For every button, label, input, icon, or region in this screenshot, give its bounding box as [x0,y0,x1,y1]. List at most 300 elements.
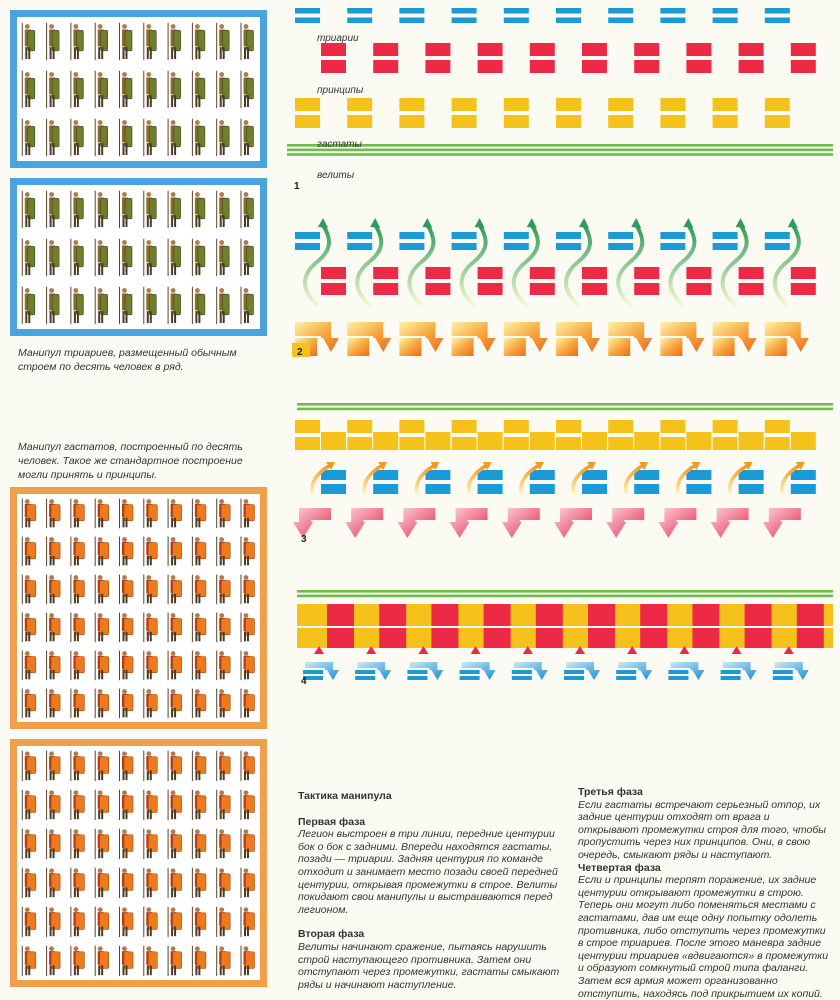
soldier-figure [71,946,85,976]
principes-centuria [373,60,398,73]
triarii-centuria [425,484,450,494]
hastati-centuria [530,432,555,450]
hastati-centuria [713,420,738,433]
triarii-centuria [556,8,581,14]
triarii-centuria [765,8,790,14]
soldier-figure [241,907,255,937]
soldier-figure [168,287,181,324]
soldier-figure [47,751,61,781]
triarii-centuria [564,670,584,674]
hastati-centuria [399,115,424,128]
hastati-centuria [608,115,633,128]
triarii-centuria [373,484,398,494]
principes-centuria [791,283,816,295]
hastati-centuria [791,432,816,450]
principes-centuria [634,43,659,56]
principes-advance-arrow [345,508,383,538]
soldier-figure [95,689,109,719]
soldier-figure [192,499,206,529]
hastati-centuria [399,420,424,433]
triarii-centuria [478,470,503,480]
hastati-centuria [686,432,711,450]
phase3-diagram [293,403,833,538]
principes-centuria [582,267,607,279]
principes-centuria [321,60,346,73]
soldier-figure [192,71,205,108]
triarii-centuria [608,243,633,250]
principes-centuria [478,283,503,295]
hastati-centuria [452,98,477,111]
triarii-centuria [399,18,424,24]
soldier-figure [168,907,182,937]
soldier-figure [71,790,85,820]
soldier-figure [47,119,60,156]
soldier-figure [217,119,230,156]
soldier-figure [144,575,158,605]
phase3-body: Если гастаты встречают серьезный отпор, их задние центурии отходят от врага и открывают промежутки строя для того, чтобы пропустить через них принципов. Они, в свою очередь, смыкают ряды и наступают. [578,798,827,861]
soldier-figure [168,868,182,898]
principes-centuria [321,283,346,295]
hastati-centuria [347,437,372,450]
principes-centuria [321,43,346,56]
principes-centuria [530,267,555,279]
soldier-figure [144,751,158,781]
soldier-figure [22,119,35,156]
soldier-figure [95,23,108,60]
principes-centuria [582,60,607,73]
hastati-centuria [713,115,738,128]
principes-centuria [530,60,555,73]
principes-centuria [686,283,711,295]
soldier-figure [168,71,181,108]
soldier-figure [71,575,85,605]
hastati-centuria [660,420,685,433]
triarii-centuria [608,232,633,239]
soldier-figure [95,575,109,605]
principes-centuria [478,267,503,279]
phase-number-2: 2 [297,347,303,358]
triarii-centuria [460,670,480,674]
triarii-centuria [634,484,659,494]
principes-centuria [373,43,398,56]
soldier-figure [22,191,35,228]
soldier-figure [22,71,35,108]
soldier-figure [71,119,84,156]
principes-centuria [425,60,450,73]
soldier-figure [119,71,131,108]
phase3-heading: Третья фаза [578,786,643,798]
phase1-body: Легион выстроен в три линии, передние центурии бок о бок с задними. Впереди находятся гастаты, позади — триарии. Задняя центурия по команде отходит и занимает место позади своей передней центурии, открывая промежутки в строе. Велиты покидают свои манипулы и выстраиваются перед легионом. [298,828,558,916]
triarii-centuria [407,676,427,680]
soldier-figure [217,575,231,605]
soldier-figure [144,287,157,324]
triarii-centuria [773,670,793,674]
soldier-figure [95,613,109,643]
principes-centuria [640,604,667,626]
principes-centuria [321,267,346,279]
triarii-centuria [582,484,607,494]
triarii-centuria [373,470,398,480]
soldier-figure [119,868,132,898]
soldier-figure [119,751,132,781]
velites-arrow-head [683,218,693,228]
principes-centuria [425,267,450,279]
principes-centuria [797,628,824,648]
soldier-figure [241,287,254,324]
triarii-centuria [347,243,372,250]
soldier-figure [119,689,132,719]
triarii-centuria [452,232,477,239]
principes-centuria [431,604,458,626]
soldier-figure [217,868,231,898]
hastati-block [765,338,787,356]
soldier-figure [95,829,109,859]
principes-centuria [425,283,450,295]
soldier-figure [71,689,85,719]
triarii-centuria [564,676,584,680]
triarii-centuria [686,470,711,480]
soldier-figure [217,613,231,643]
soldier-figure [47,868,61,898]
principes-centuria [739,60,764,73]
phase2-diagram [295,218,816,356]
triarii-centuria [460,676,480,680]
soldier-figure [71,829,85,859]
hastati-centuria [452,437,477,450]
hastati-centuria [765,98,790,111]
triarii-centuria [739,470,764,480]
principes-advance-arrow [450,508,488,538]
soldier-figure [241,651,255,681]
velites-line [287,149,833,152]
triarii-centuria [556,232,581,239]
soldier-figure [192,537,206,567]
soldier-figure [217,71,230,108]
soldier-figure [71,71,84,108]
soldier-figure [192,287,205,324]
hastati-centuria [739,432,764,450]
hastati-centuria [504,420,529,433]
soldier-figure [47,907,61,937]
principes-centuria [327,628,354,648]
soldier-figure [217,689,231,719]
soldier-figure [119,790,132,820]
triarii-centuria [452,243,477,250]
hastati-centuria [295,437,320,450]
triarii-centuria [512,670,532,674]
principes-centuria [634,283,659,295]
triarii-centuria [721,676,741,680]
soldier-figure [192,689,206,719]
hastati-centuria [556,98,581,111]
soldier-figure [168,790,182,820]
hastati-caption: Манипул гастатов, построенный по десять человек. Такое же стандартное построение могли принять и принципы. [18,441,243,481]
triarii-maniple-rear-frame [10,178,267,336]
hastati-block [608,338,630,356]
triarii-centuria [634,470,659,480]
soldier-figure [192,239,205,276]
triarii-centuria [616,670,636,674]
soldier-figure [71,907,85,937]
soldier-figure [119,23,131,60]
soldier-figure [168,239,181,276]
soldier-figure [241,119,254,156]
soldier-figure [119,499,132,529]
principes-centuria [425,43,450,56]
triarii-centuria [504,243,529,250]
hastati-block [556,338,578,356]
principes-centuria [373,267,398,279]
soldier-figure [119,613,132,643]
triarii-centuria [504,8,529,14]
triarii-centuria [773,676,793,680]
soldier-figure [47,575,61,605]
soldier-figure [217,829,231,859]
hastati-centuria [556,437,581,450]
soldier-figure [144,71,157,108]
triarii-centuria [791,470,816,480]
triarii-centuria [660,243,685,250]
soldier-figure [47,829,61,859]
phase1-diagram [287,8,833,156]
hastati-centuria [373,432,398,450]
principes-centuria [484,604,511,626]
hastati-centuria [608,437,633,450]
triarii-centuria [739,484,764,494]
soldier-figure [217,239,230,276]
triarii-centuria [295,243,320,250]
principes-centuria [373,283,398,295]
tactics-text-right [578,786,832,1000]
soldier-figure [241,239,254,276]
hastati-block [713,338,735,356]
triarii-soldiers-rear [17,185,260,329]
soldier-figure [241,868,255,898]
triarii-centuria [303,670,323,674]
soldier-figure [47,23,60,60]
soldier-figure [241,751,255,781]
soldier-figure [192,907,206,937]
soldier-figure [168,499,182,529]
soldier-figure [144,239,157,276]
soldier-figure [47,191,60,228]
soldier-figure [168,23,181,60]
velites-line [287,153,833,156]
principes-centuria [379,604,406,626]
velites-arrow-head [788,218,798,228]
soldier-figure [241,575,255,605]
soldier-figure [119,907,132,937]
soldier-figure [217,651,231,681]
triarii-centuria [713,232,738,239]
soldier-figure [47,71,60,108]
triarii-centuria [668,676,688,680]
soldier-figure [22,829,36,859]
principes-centuria [791,267,816,279]
hastati-centuria [765,115,790,128]
soldier-figure [144,613,158,643]
hastati-centuria [347,115,372,128]
soldier-figure [168,613,182,643]
triarii-centuria [355,676,375,680]
tactics-text-left [298,790,560,991]
hastati-centuria [452,115,477,128]
soldier-figure [119,651,132,681]
principes-centuria [588,604,615,626]
hastati-centuria [504,115,529,128]
soldier-figure [168,829,182,859]
hastati-centuria [295,115,320,128]
soldier-figure [144,651,158,681]
soldier-figure [168,689,182,719]
soldier-figure [217,23,230,60]
triarii-centuria [608,8,633,14]
soldier-figure [217,287,230,324]
phase4-body: Если и принципы терпят поражение, их задние центурии открывают промежутки в строю. Теперь они могут либо поменяться местами с гастатами, дав им еще одну попытку одолеть противника, либо отступить через промежутки в строе триариев. После этого маневра задние центурии триариев «вдвигаются» в промежутки и образуют сомкнутый строй типа фаланги. Затем вся армия может организованно отступить, находясь под прикрытием их копий. [578,874,829,1000]
triarii-centuria [582,470,607,480]
velites-line [287,144,833,147]
phase-number-1: 1 [294,181,300,192]
soldier-figure [119,575,132,605]
soldier-figure [241,537,255,567]
triarii-centuria [504,232,529,239]
triarii-centuria [608,18,633,24]
hastati-centuria [399,437,424,450]
phase-number-4: 4 [301,676,307,687]
soldier-figure [168,191,181,228]
principes-advance-arrow [397,508,435,538]
triarii-centuria [425,470,450,480]
soldier-figure [192,119,205,156]
triarii-maniple-front-frame [10,10,267,168]
principes-centuria [530,43,555,56]
soldier-figure [192,946,206,976]
hastati-soldiers-rear [17,746,260,980]
principes-centuria [484,628,511,648]
soldier-figure [22,499,36,529]
label-hastati: гастаты [317,139,362,150]
hastati-centuria [713,437,738,450]
phase2-body: Велиты начинают сражение, пытаясь нарушить строй наступающего противника. Затем они отступают через промежутки, гастаты смыкают ряды и начинают наступление. [298,940,560,991]
soldier-figure [168,751,182,781]
soldier-figure [217,907,231,937]
triarii-centuria [660,8,685,14]
hastati-centuria [660,115,685,128]
hastati-soldiers-front [17,494,260,722]
hastati-centuria [765,420,790,433]
hastati-centuria [608,420,633,433]
principes-centuria [745,604,772,626]
soldier-figure [22,287,35,324]
hastati-centuria [504,437,529,450]
principes-centuria [478,60,503,73]
soldier-figure [71,751,85,781]
hastati-block [504,338,526,356]
soldier-figure [217,751,231,781]
hastati-centuria [478,432,503,450]
principes-centuria [379,628,406,648]
principes-centuria [536,628,563,648]
soldier-figure [217,191,230,228]
label-velites: велиты [317,170,355,181]
principes-centuria [536,604,563,626]
triarii-caption: Манипул триариев, размещенный обычным строем по десять человек в ряд. [18,347,237,373]
phase4-heading: Четвертая фаза [578,861,661,874]
principes-advance-arrow [658,508,696,538]
soldier-figure [168,651,182,681]
velites-arrow-head [475,218,485,228]
velites-line [297,408,833,411]
manipular-tactics-diagram [285,0,840,700]
soldier-figure [192,575,206,605]
velites-arrow-head [579,218,589,228]
principes-advance-arrow [293,508,331,538]
hastati-block [347,338,369,356]
velites-line [297,590,833,593]
triarii-centuria [355,670,375,674]
soldier-figure [71,499,85,529]
triarii-centuria [478,484,503,494]
triarii-centuria [512,676,532,680]
hastati-centuria [295,98,320,111]
soldier-figure [71,191,84,228]
soldier-figure [241,829,255,859]
soldier-figure [192,191,205,228]
soldier-figure [241,790,255,820]
soldier-figure [168,537,182,567]
soldier-figure [47,499,61,529]
soldier-figure [22,239,35,276]
triarii-centuria [504,18,529,24]
hastati-maniple-front-frame [10,487,267,729]
soldier-figure [71,239,84,276]
soldier-figure [95,751,109,781]
principes-advance-arrow [711,508,749,538]
soldier-figure [22,537,36,567]
triarii-centuria [765,18,790,24]
triarii-centuria [686,484,711,494]
soldier-figure [192,868,206,898]
principes-advance-arrow [502,508,540,538]
triarii-centuria [295,232,320,239]
soldier-figure [192,829,206,859]
soldier-figure [144,23,157,60]
principes-advance-arrow [606,508,644,538]
triarii-centuria [321,470,346,480]
velites-arrow-head [370,218,380,228]
hastati-centuria [504,98,529,111]
tactics-title: Тактика манипула [298,790,392,802]
triarii-centuria [295,18,320,24]
soldier-figure [47,946,61,976]
soldier-figure [71,23,84,60]
principes-centuria [692,604,719,626]
soldier-figure [144,946,158,976]
soldier-figure [192,751,206,781]
soldier-figure [71,613,85,643]
soldier-figure [144,790,158,820]
soldier-figure [119,829,132,859]
label-triarii: триарии [317,33,359,44]
triarii-centuria [713,8,738,14]
triarii-centuria [295,8,320,14]
principes-centuria [431,628,458,648]
principes-centuria [739,43,764,56]
triarii-centuria [530,484,555,494]
soldier-figure [22,907,36,937]
hastati-block [452,338,474,356]
soldier-figure [217,790,231,820]
